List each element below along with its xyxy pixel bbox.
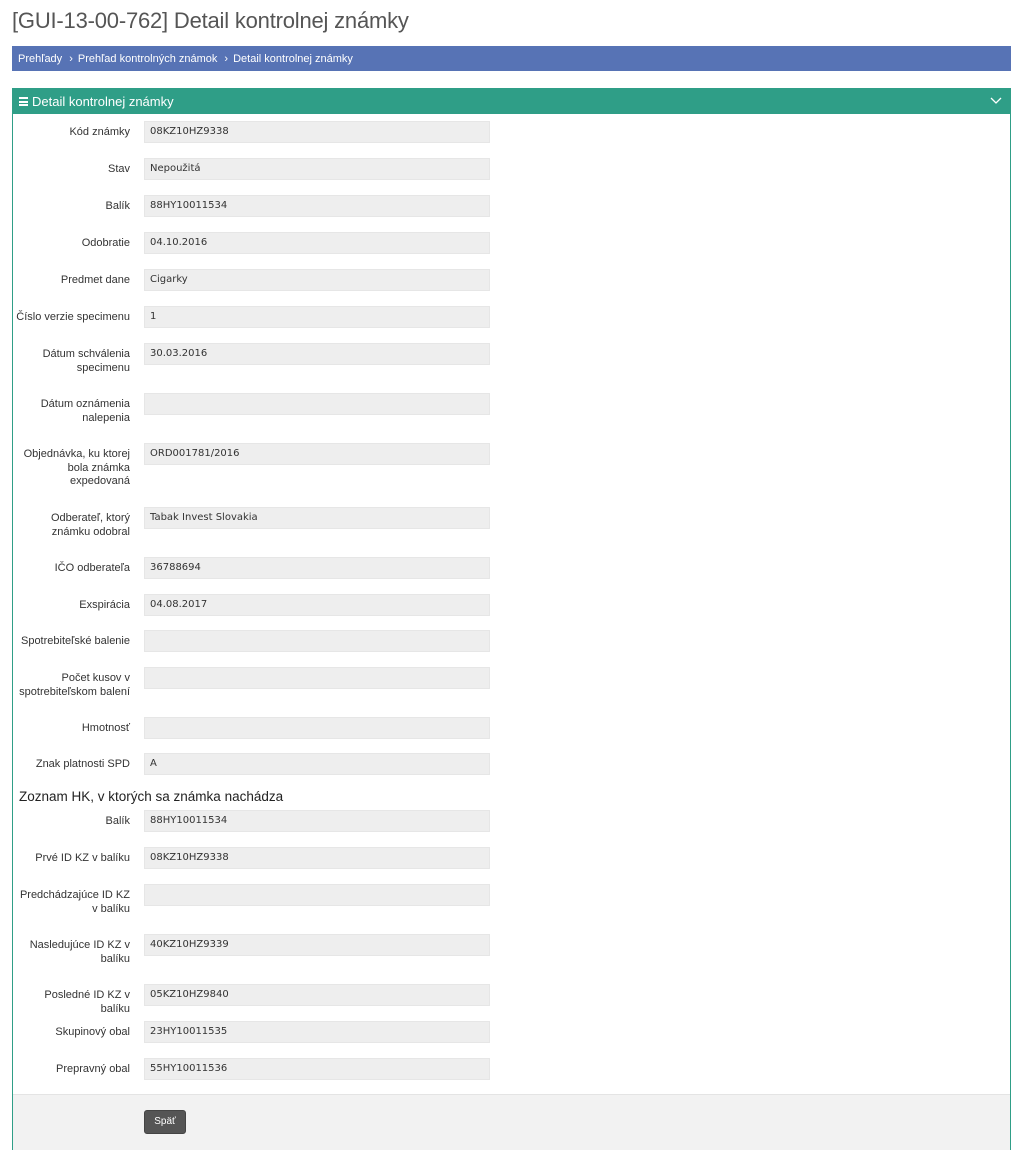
datum-oznamenia-field[interactable] (144, 393, 490, 415)
hmotnost-field[interactable] (144, 717, 490, 739)
field-label: Dátum schválenia specimenu (42, 348, 130, 374)
field-label: Kód známky (69, 126, 130, 138)
field-label: Skupinový obal (55, 1026, 130, 1038)
field-label: Stav (107, 163, 130, 175)
back-button[interactable]: Späť (144, 1110, 186, 1134)
breadcrumb-item-detail: Detail kontrolnej známky (233, 52, 353, 65)
prve-id-field[interactable]: 08KZ10HZ9338 (144, 847, 490, 869)
breadcrumb-item-prehlady[interactable]: Prehľady (18, 52, 63, 65)
datum-schvalenia-field[interactable]: 30.03.2016 (144, 343, 490, 365)
field-label: Predmet dane (60, 274, 130, 286)
nasledujuce-id-field[interactable]: 40KZ10HZ9339 (144, 934, 490, 956)
ico-odberatela-field[interactable]: 36788694 (144, 557, 490, 579)
field-label: Dátum oznámenia nalepenia (40, 398, 130, 424)
panel-title: Detail kontrolnej známky (32, 94, 174, 109)
posledne-id-field[interactable]: 05KZ10HZ9840 (144, 984, 490, 1006)
detail-panel (12, 88, 1011, 1150)
chevron-right-icon: › (224, 52, 229, 65)
field-label: Počet kusov v spotrebiteľskom balení (19, 672, 130, 698)
field-label: Odobratie (81, 237, 130, 249)
cislo-verzie-specimenu-field[interactable]: 1 (144, 306, 490, 328)
breadcrumb (12, 46, 1011, 71)
field-label: Spotrebiteľské balenie (20, 635, 130, 647)
menu-icon (19, 97, 29, 106)
field-label: Prvé ID KZ v balíku (35, 852, 130, 864)
exspiracia-field[interactable]: 04.08.2017 (144, 594, 490, 616)
field-label: IČO odberateľa (54, 562, 130, 574)
field-label: Predchádzajúce ID KZ v balíku (19, 889, 130, 915)
section-title-zoznam-hk: Zoznam HK, v ktorých sa známka nachádza (19, 789, 284, 804)
pocet-kusov-field[interactable] (144, 667, 490, 689)
field-label: Číslo verzie specimenu (16, 311, 130, 323)
page-title: [GUI-13-00-762] Detail kontrolnej známky (12, 8, 409, 33)
predmet-dane-field[interactable]: Cigarky (144, 269, 490, 291)
prepravny-obal-field[interactable]: 55HY10011536 (144, 1058, 490, 1080)
predchadzajuce-id-field[interactable] (144, 884, 490, 906)
znak-platnosti-spd-field[interactable]: A (144, 753, 490, 775)
field-label: Znak platnosti SPD (35, 758, 130, 770)
field-label: Posledné ID KZ v balíku (44, 989, 130, 1015)
kod-znamky-field[interactable]: 08KZ10HZ9338 (144, 121, 490, 143)
chevron-right-icon: › (69, 52, 73, 65)
panel-header[interactable] (13, 89, 1010, 114)
skupinovy-obal-field[interactable]: 23HY10011535 (144, 1021, 490, 1043)
balik-field[interactable]: 88HY10011534 (144, 195, 490, 217)
spotrebitelske-balenie-field[interactable] (144, 630, 490, 652)
field-label: Balík (105, 815, 130, 827)
panel-footer (13, 1094, 1010, 1150)
chevron-down-icon[interactable] (990, 96, 1002, 106)
field-label: Exspirácia (79, 599, 130, 611)
odobratie-field[interactable]: 04.10.2016 (144, 232, 490, 254)
hk-balik-field[interactable]: 88HY10011534 (144, 810, 490, 832)
stav-field[interactable]: Nepoužitá (144, 158, 490, 180)
field-label: Balík (105, 200, 130, 212)
field-label: Prepravný obal (56, 1063, 130, 1075)
breadcrumb-item-prehlad-kontrolnych-znamok[interactable]: Prehľad kontrolných známok (77, 52, 218, 65)
field-label: Hmotnosť (81, 722, 130, 734)
objednavka-field[interactable]: ORD001781/2016 (144, 443, 490, 465)
field-label: Objednávka, ku ktorej bola známka expedovaná (23, 448, 130, 487)
field-label: Odberateľ, ktorý známku odobral (50, 512, 130, 538)
field-label: Nasledujúce ID KZ v balíku (29, 939, 130, 965)
odberatel-field[interactable]: Tabak Invest Slovakia (144, 507, 490, 529)
